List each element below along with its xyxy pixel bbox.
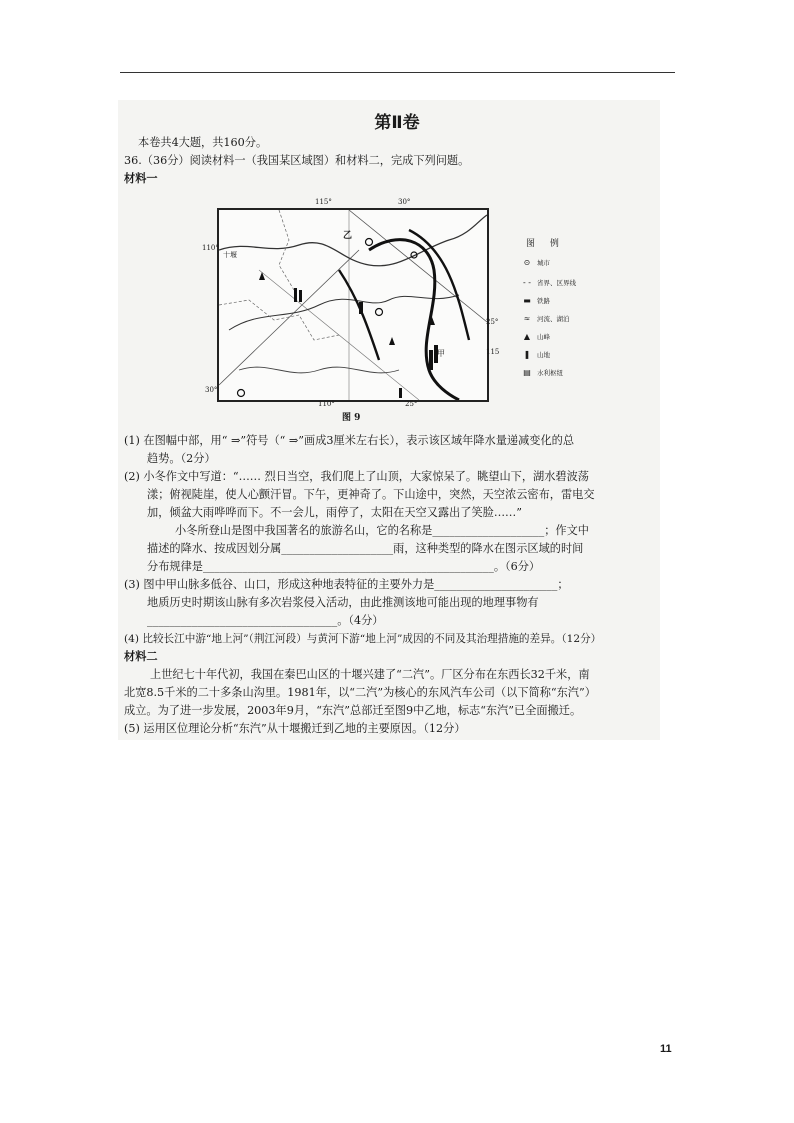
q1-line-2: 趋势。（2分） (147, 452, 216, 465)
border-line-icon: - - (523, 278, 531, 287)
legend-item-river: ≈ 河流、湖泊 (520, 314, 570, 323)
q2-line-3: 加，倾盆大雨哗哗而下。不一会儿，雨停了，太阳在天空又露出了笑脸……” (147, 506, 522, 519)
material-2-line-3: 成立。为了进一步发展，2003年9月，“东汽”总部迁至图9中乙地，标志“东汽”已全面搬迁。 (124, 704, 582, 717)
legend-item-mountain: ❚ 山地 (520, 350, 550, 359)
q2-line-6: 分布规律是____________________________________________________。（6分） (147, 560, 541, 573)
lat-label-right-2: 115 (486, 348, 500, 356)
section-title: 第Ⅱ卷 (374, 113, 420, 133)
region-map (217, 208, 489, 402)
q3-line-1: (3) 图中甲山脉多低谷、山口，形成这种地表特征的主要外力是______________________； (124, 578, 569, 591)
q2-line-1: (2) 小冬作文中写道：“…… 烈日当空，我们爬上了山顶，大家惊呆了。眺望山下，湖水碧波荡 (124, 470, 589, 483)
mountain-icon: ❚ (523, 350, 531, 359)
legend-item-border: - - 省界、区界线 (520, 278, 576, 287)
lat-label-left-2: 30° (205, 386, 218, 394)
q4-line-1: (4) 比较长江中游“地上河”（荆江河段）与黄河下游“地上河”成因的不同及其治理措施的差异。（12分） (124, 633, 602, 645)
map-drawing (219, 210, 487, 400)
peak-icon: ▲ (523, 332, 531, 341)
q3-line-2: 地质历史时期该山脉有多次岩浆侵入活动，由此推测该地可能出现的地理事物有 (147, 596, 539, 609)
lon-label-top-1: 115° (315, 198, 332, 206)
place-label-shiyan: 十堰 (223, 251, 237, 259)
q2-line-2: 漾；俯视陡崖，使人心颤汗冒。下午，更神奇了。下山途中，突然，天空浓云密布，雷电交 (147, 488, 595, 501)
header-rule (120, 72, 675, 73)
legend-item-city: ⊙ 城市 (520, 258, 550, 267)
legend-item-railway: ▬ 铁路 (520, 296, 550, 305)
lon-label-top-2: 30° (398, 198, 411, 206)
material-2-label: 材料二 (124, 650, 158, 663)
q2-line-4: 小冬所登山是图中我国著名的旅游名山，它的名称是____________________；作文中 (175, 524, 589, 537)
railway-icon: ▬ (523, 296, 531, 305)
legend-title: 图 例 (526, 239, 565, 249)
intro-text: 本卷共4大题，共160分。 (138, 136, 268, 149)
map-legend (520, 236, 600, 396)
hydro-station-icon: ▤ (523, 368, 531, 377)
q2-line-5: 描述的降水、按成因划分属____________________雨，这种类型的降水在图示区域的时间 (147, 542, 584, 555)
q1-line-1: (1) 在图幅中部，用“ ⇒”符号（“ ⇒”画成3厘米左右长），表示该区域年降水量递减变化的总 (124, 434, 575, 447)
lon-label-bottom-1: 110° (318, 400, 335, 408)
lat-label-left-1: 110° (202, 244, 219, 252)
river-lake-icon: ≈ (523, 314, 531, 323)
legend-item-hydro: ▤ 水利枢纽 (520, 368, 563, 377)
figure-caption: 图 9 (342, 413, 361, 423)
material-2-line-1: 上世纪七十年代初，我国在秦巴山区的十堰兴建了“二汽”。厂区分布在东西长32千米，南 (150, 668, 590, 681)
place-label-jia: 甲 (437, 349, 445, 358)
material-2-line-2: 北宽8.5千米的二十多条山沟里。1981年，以“二汽”为核心的东风汽车公司（以下简称“东汽”） (124, 686, 596, 699)
legend-item-peak: ▲ 山峰 (520, 332, 550, 341)
lat-label-right-1: 25° (486, 318, 499, 326)
question-36: 36.（36分）阅读材料一（我国某区域图）和材料二，完成下列问题。 (124, 154, 470, 167)
material-1-label: 材料一 (124, 172, 158, 185)
place-label-yi: 乙 (343, 231, 353, 241)
q3-line-3: __________________________________。（4分） (147, 614, 384, 627)
page-number: 11 (660, 1043, 672, 1055)
city-circle-icon: ⊙ (523, 258, 531, 267)
q5-line-1: (5) 运用区位理论分析“东汽”从十堰搬迁到乙地的主要原因。（12分） (124, 722, 466, 735)
lon-label-bottom-2: 25° (405, 400, 418, 408)
